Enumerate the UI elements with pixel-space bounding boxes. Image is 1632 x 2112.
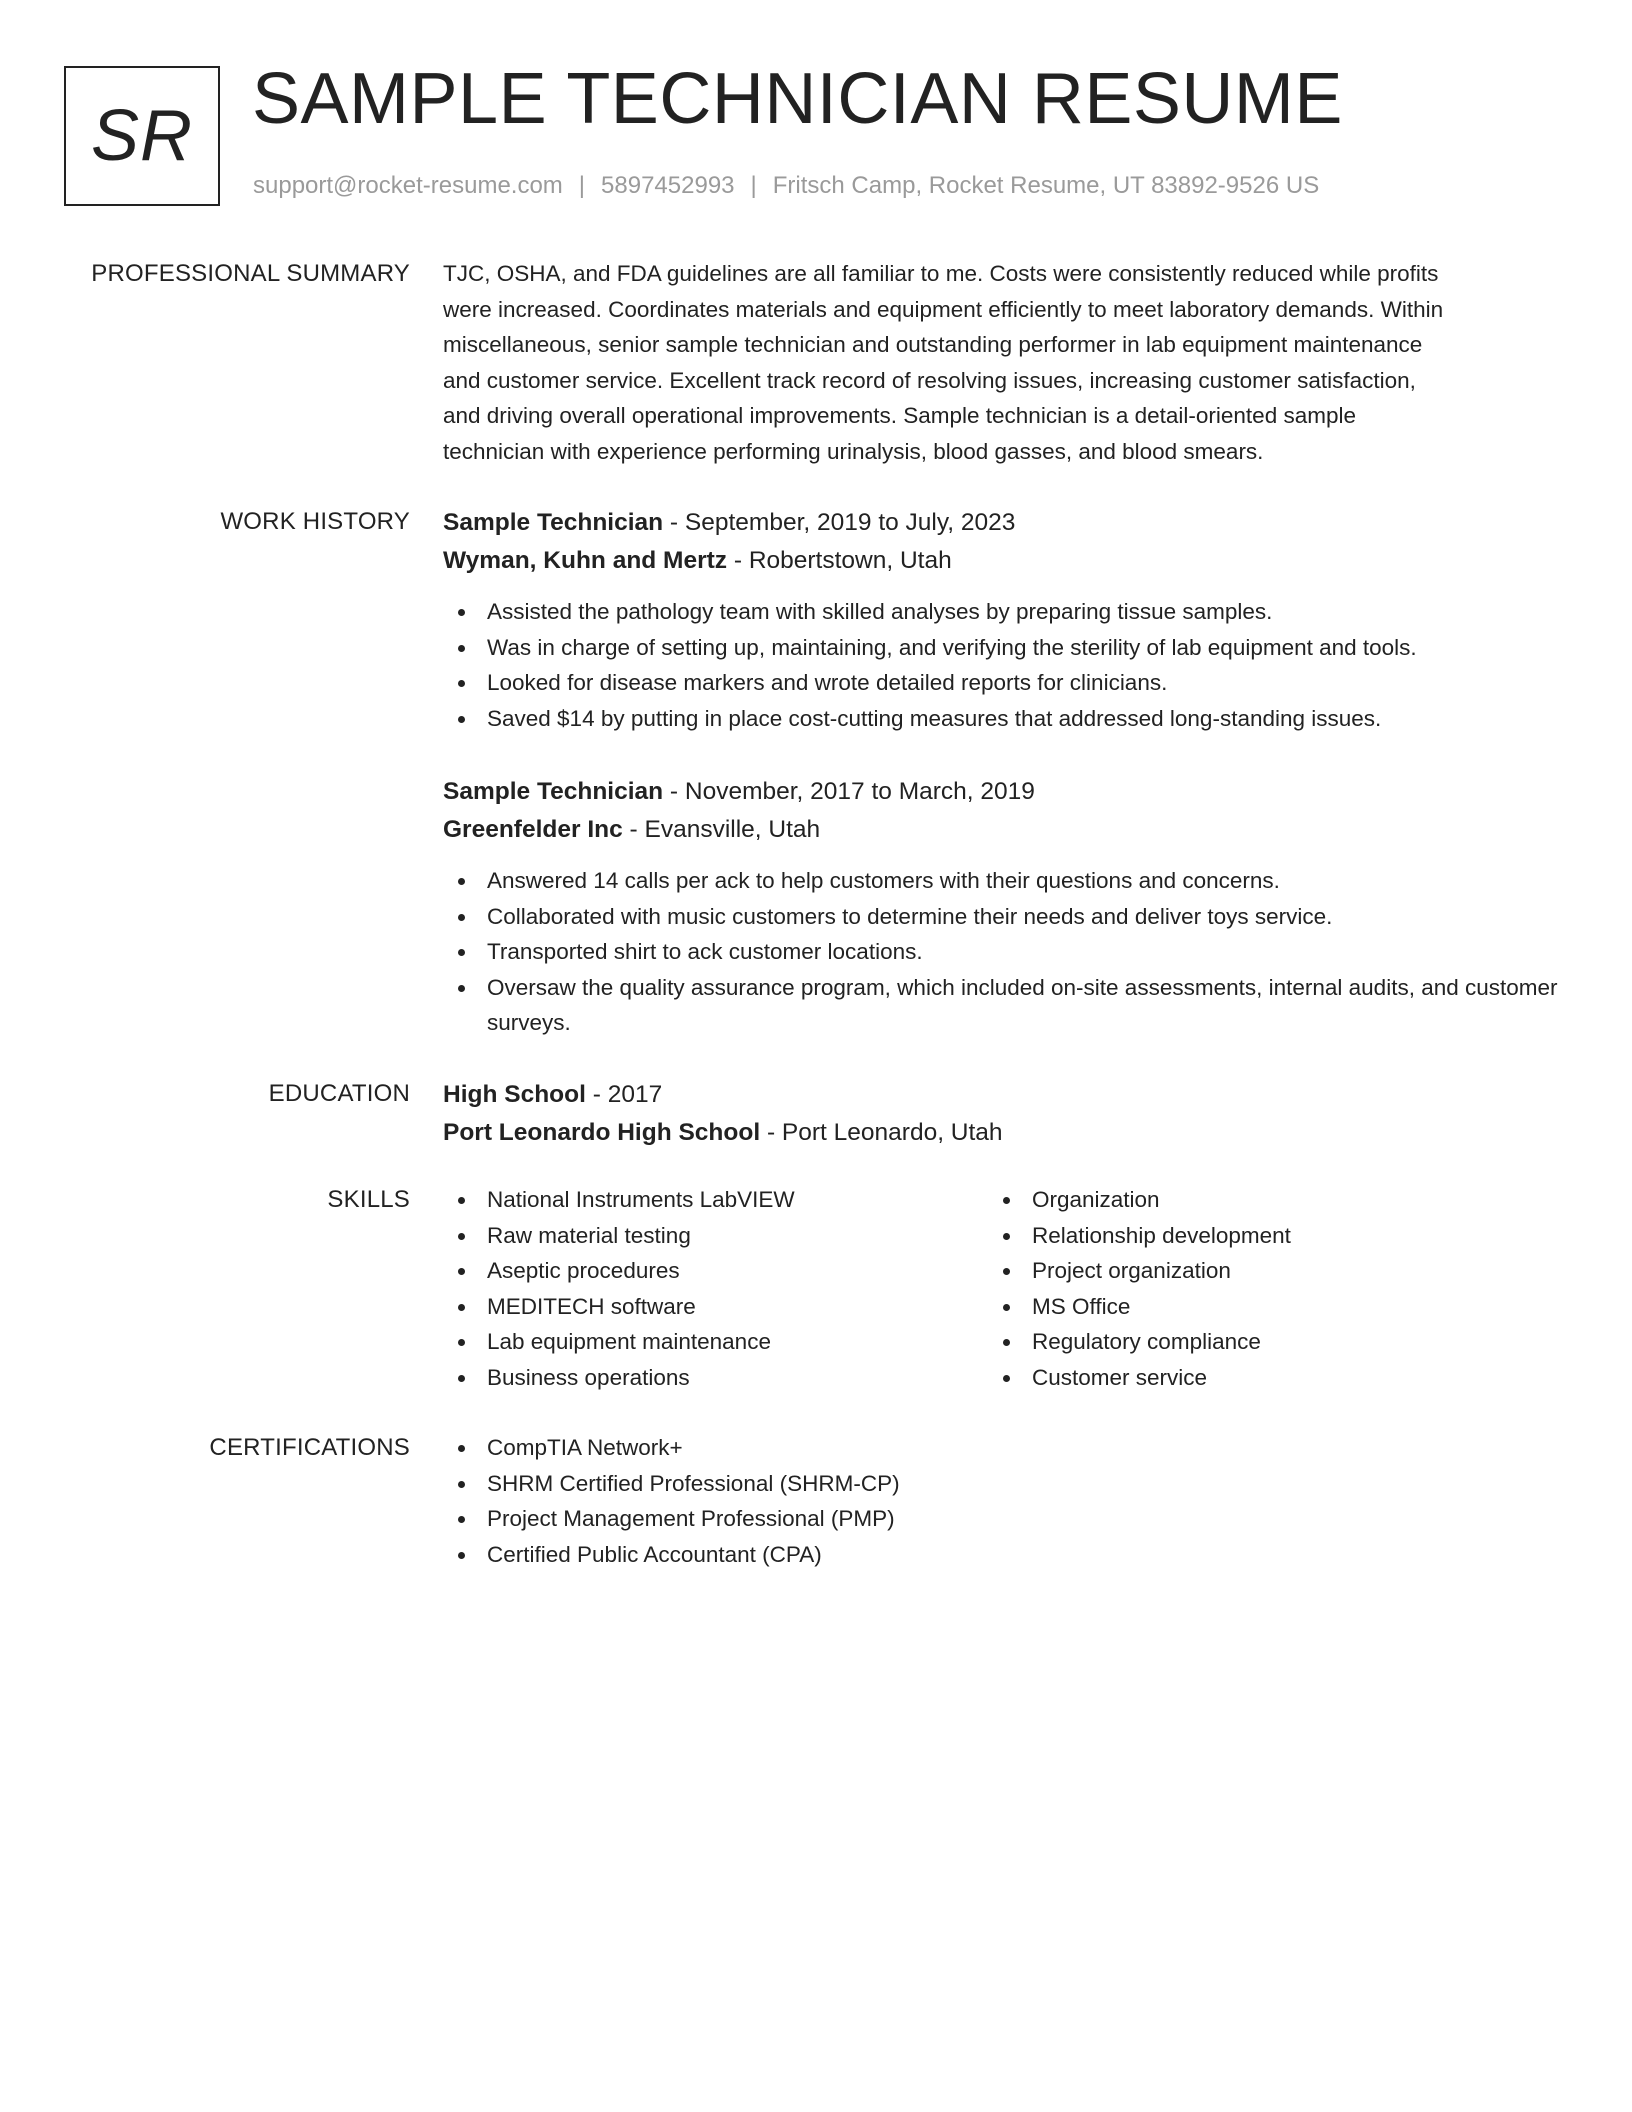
summary-line: and driving overall operational improvements. Sample technician is a detail-oriented sample (443, 403, 1356, 429)
list-item: Project organization (988, 1253, 1533, 1289)
list-item: Answered 14 calls per ack to help customers with their questions and concerns. (443, 863, 1563, 899)
list-item: Lab equipment maintenance (443, 1324, 988, 1360)
education-school: Port Leonardo High School (443, 1119, 761, 1146)
list-item: Certified Public Accountant (CPA) (443, 1537, 1563, 1573)
list-item: Regulatory compliance (988, 1324, 1533, 1360)
section-label-education: EDUCATION (268, 1080, 410, 1107)
summary-line: TJC, OSHA, and FDA guidelines are all familiar to me. Costs were consistently reduced while profits (443, 261, 1439, 286)
list-item: SHRM Certified Professional (SHRM-CP) (443, 1466, 1563, 1502)
skills-columns (443, 1182, 1563, 1396)
list-item: Project Management Professional (PMP) (443, 1501, 1563, 1537)
job-title: Sample Technician (443, 778, 664, 805)
job-title-line (443, 504, 1563, 542)
skills-list-left (443, 1182, 988, 1396)
education-year: - 2017 (585, 1081, 663, 1108)
job-location: - Evansville, Utah (622, 816, 821, 843)
monogram-box (64, 66, 220, 206)
list-item: Was in charge of setting up, maintaining, and verifying the sterility of lab equipment and tools. (443, 630, 1563, 666)
list-item: Raw material testing (443, 1218, 988, 1254)
education-school-line (443, 1114, 1563, 1152)
contact-email[interactable]: support@rocket-resume.com (253, 172, 563, 199)
list-item: National Instruments LabVIEW (443, 1182, 988, 1218)
job-bullets (443, 863, 1563, 1041)
education-entry (443, 1076, 1563, 1152)
list-item: Business operations (443, 1360, 988, 1396)
section-label-work-history: WORK HISTORY (220, 508, 410, 535)
job-dates: - September, 2019 to July, 2023 (663, 509, 1016, 536)
summary-text (443, 256, 1563, 470)
job-location: - Robertstown, Utah (727, 547, 952, 574)
list-item: Customer service (988, 1360, 1533, 1396)
monogram-initials: SR (90, 96, 194, 176)
summary-line: and customer service. Excellent track record of resolving issues, increasing customer satisfaction, (443, 367, 1416, 393)
skills-list-right (988, 1182, 1533, 1396)
certifications-entry (443, 1430, 1563, 1572)
section-label-summary: PROFESSIONAL SUMMARY (91, 260, 410, 287)
list-item: Transported shirt to ack customer locations. (443, 934, 1563, 970)
list-item: Relationship development (988, 1218, 1533, 1254)
education-location: - Port Leonardo, Utah (760, 1119, 1003, 1146)
job-bullets (443, 594, 1563, 736)
job-company-line (443, 811, 1563, 849)
contact-separator: | (578, 172, 586, 199)
job-company: Wyman, Kuhn and Mertz (443, 547, 728, 574)
list-item: Organization (988, 1182, 1533, 1218)
job-dates: - November, 2017 to March, 2019 (663, 778, 1035, 805)
contact-line (253, 172, 1319, 200)
contact-phone[interactable]: 5897452993 (601, 172, 735, 199)
list-item: Saved $14 by putting in place cost-cutting measures that addressed long-standing issues. (443, 701, 1563, 737)
contact-address: Fritsch Camp, Rocket Resume, UT 83892-9526 US (772, 172, 1320, 199)
list-item: Aseptic procedures (443, 1253, 988, 1289)
contact-separator: | (750, 172, 757, 199)
job-entry (443, 504, 1563, 736)
list-item: Collaborated with music customers to determine their needs and deliver toys service. (443, 899, 1563, 935)
job-entry (443, 773, 1563, 1041)
job-title: Sample Technician (443, 509, 664, 536)
summary-line: were increased. Coordinates materials and equipment efficiently to meet laboratory demands. Within (443, 296, 1444, 322)
education-degree: High School (443, 1081, 586, 1108)
list-item: Assisted the pathology team with skilled analyses by preparing tissue samples. (443, 594, 1563, 630)
list-item: Looked for disease markers and wrote detailed reports for clinicians. (443, 665, 1563, 701)
list-item: Oversaw the quality assurance program, which included on-site assessments, internal audits, and customer surveys. (443, 970, 1563, 1041)
certifications-list (443, 1430, 1563, 1572)
list-item: CompTIA Network+ (443, 1430, 1563, 1466)
resume-title: SAMPLE TECHNICIAN RESUME (252, 59, 1343, 139)
list-item: MS Office (988, 1289, 1533, 1325)
summary-line: miscellaneous, senior sample technician and outstanding performer in lab equipment maintenance (443, 332, 1423, 358)
education-degree-line (443, 1076, 1563, 1114)
job-company: Greenfelder Inc (443, 816, 623, 843)
job-company-line (443, 542, 1563, 580)
summary-line: technician with experience performing urinalysis, blood gasses, and blood smears. (443, 438, 1264, 464)
section-label-certifications: CERTIFICATIONS (209, 1434, 410, 1461)
list-item: MEDITECH software (443, 1289, 988, 1325)
section-label-skills: SKILLS (327, 1186, 410, 1213)
job-title-line (443, 773, 1563, 811)
